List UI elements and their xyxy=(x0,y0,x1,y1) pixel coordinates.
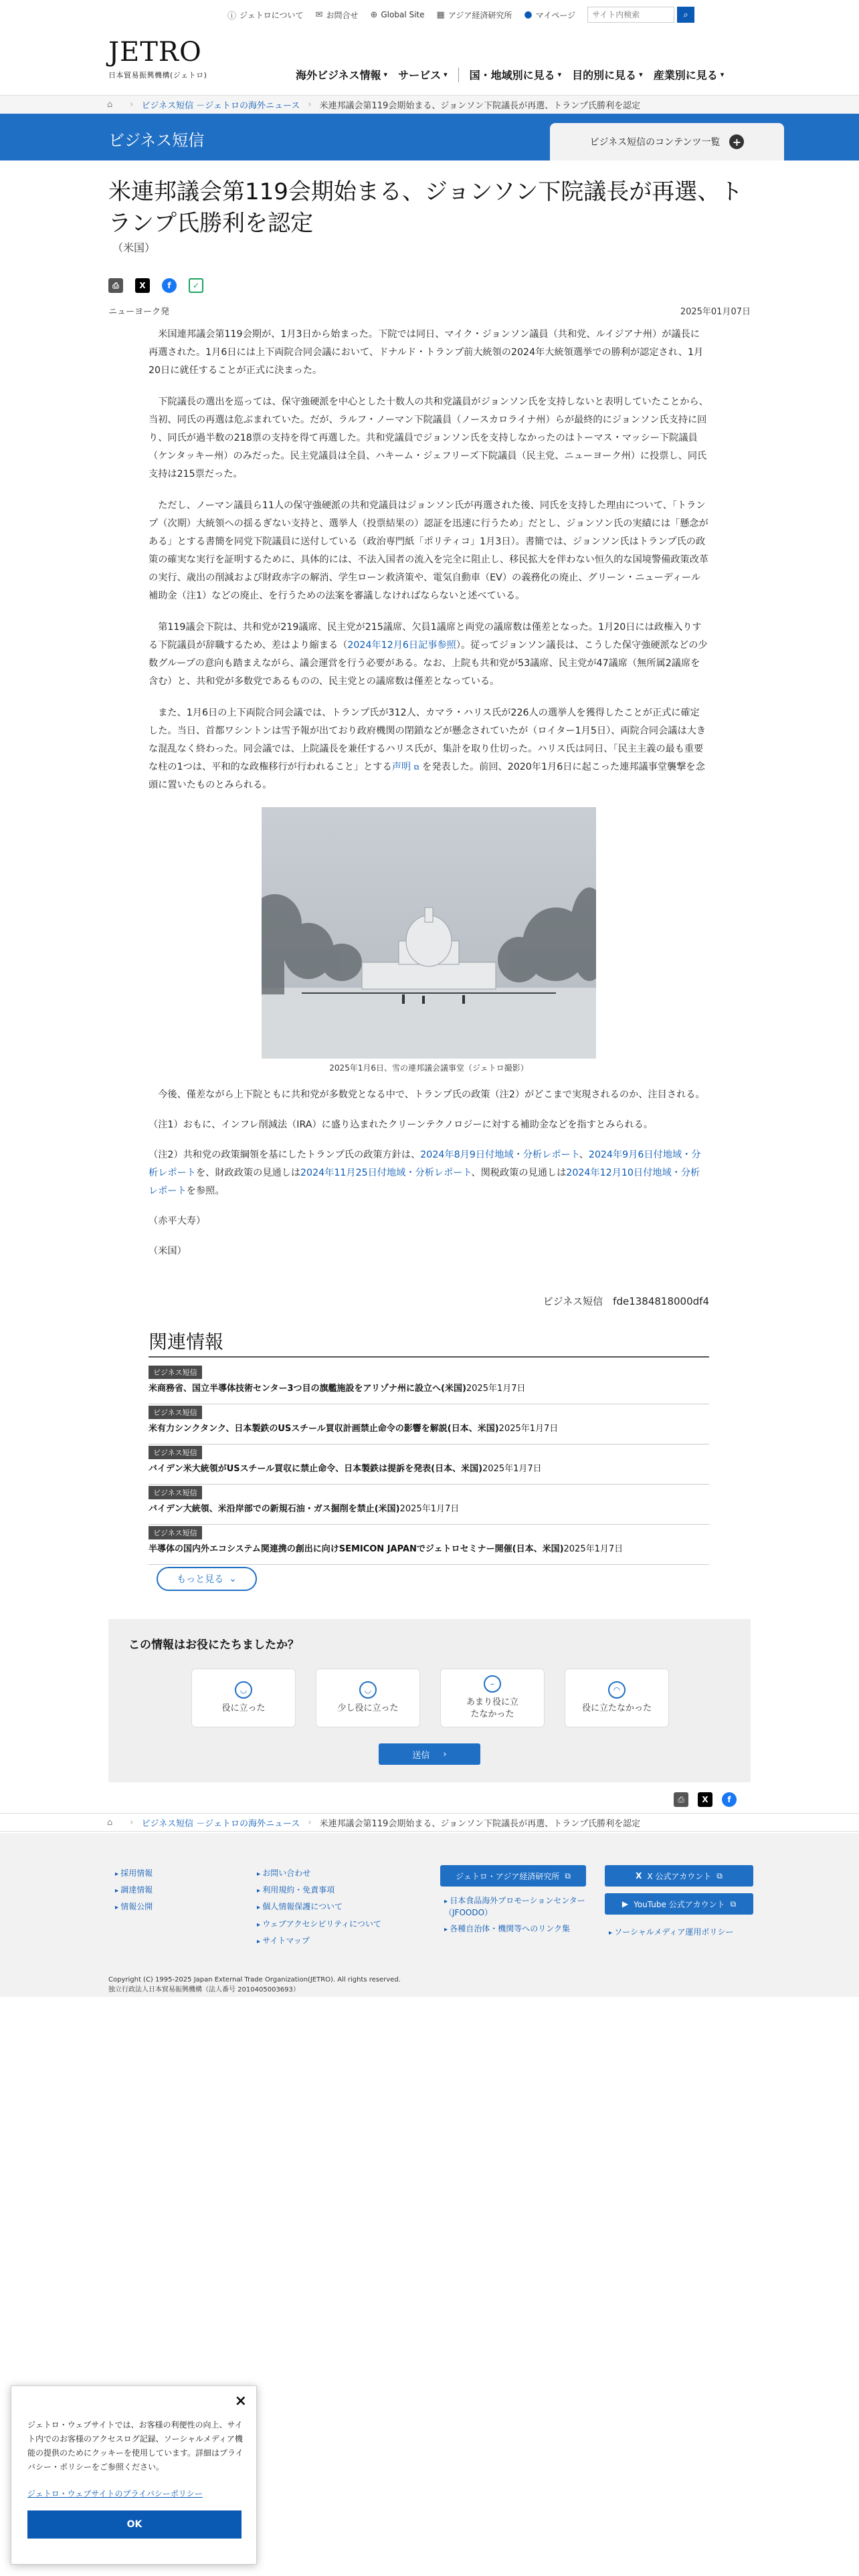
frown-icon: ◠ xyxy=(608,1681,626,1699)
more-button[interactable]: もっと見る ⌄ xyxy=(157,1567,257,1591)
related-title: 関連情報 xyxy=(149,1331,224,1353)
site-header xyxy=(0,29,859,95)
youtube-account-button[interactable]: ▶ YouTube 公式アカウント ⧉ xyxy=(605,1893,753,1915)
breadcrumb-current: 米連邦議会第119会期始まる、ジョンソン下院議長が再選、トランプ氏勝利を認定 xyxy=(319,1818,641,1829)
article-body xyxy=(149,326,709,808)
site-search xyxy=(587,7,694,23)
external-link-icon: ⧉ xyxy=(413,762,419,772)
survey-option-not-helpful[interactable]: ◠ 役に立たなかった xyxy=(565,1669,669,1727)
related-item[interactable] xyxy=(149,1485,709,1525)
share-bar-bottom xyxy=(674,1792,737,1807)
related-headline: 米商務省、国立半導体技術センター3つ目の旗艦施設をアリゾナ州に設立へ(米国) xyxy=(149,1384,466,1394)
footer-link-privacy[interactable]: ▸ 個人情報保護について xyxy=(257,1899,381,1915)
related-divider xyxy=(149,1356,709,1358)
footer-link-local-gov[interactable]: ▸ 各種自治体・機関等へのリンク集 xyxy=(444,1923,591,1935)
related-date: 2025年1月7日 xyxy=(498,1424,559,1434)
search-input[interactable] xyxy=(587,7,674,23)
footer-link-procurement[interactable]: ▸ 調達情報 xyxy=(115,1882,153,1899)
home-icon[interactable]: ⌂ xyxy=(107,100,113,110)
chevron-down-icon: ▾ xyxy=(557,70,562,79)
article-author: （赤平大寿） xyxy=(149,1215,206,1226)
facebook-share-icon[interactable]: f xyxy=(162,278,177,293)
footer-link-disclosure[interactable]: ▸ 情報公開 xyxy=(115,1899,153,1915)
breadcrumb-separator: › xyxy=(130,1817,134,1828)
chevron-right-icon: › xyxy=(443,1749,447,1759)
x-account-button[interactable]: X X 公式アカウント ⧉ xyxy=(605,1865,753,1887)
article-link-20241206[interactable]: 2024年12月6日記事参照 xyxy=(347,639,456,651)
related-list xyxy=(149,1364,709,1565)
survey-submit-button[interactable]: 送信 › xyxy=(379,1743,480,1765)
related-item[interactable] xyxy=(149,1525,709,1565)
breadcrumb-current: 米連邦議会第119会期始まる、ジョンソン下院議長が再選、トランプ氏勝利を認定 xyxy=(319,101,641,111)
footer-link-social-policy[interactable]: ▸ ソーシャルメディア運用ポリシー xyxy=(609,1924,733,1941)
report-link-20241210[interactable]: 2024年12月10日付地域・分析レポート xyxy=(149,1167,700,1196)
feedback-survey xyxy=(108,1619,751,1782)
footer-link-jfoodo[interactable]: ▸ 日本食品海外プロモーションセンター（JFOODO） xyxy=(444,1895,591,1919)
article-paragraph: また、1月6日の上下両院合同会議では、トランプ氏が312人、カマラ・ハリス氏が226人の選挙人を獲得したことが正式に確定した。当日、首都ワシントンは雪予報が出ており政府機関の閉鎖などが懸念されていたが（ロイター1月5日）、両院合同会議は大きな混乱なく終わった。同会議では、上院議長を兼任するハリス氏が、集計を取り仕切った。ハリス氏は同日、「民主主義の最も重要な柱の1つは、平和的な政権移行が行われること」とする声明 ⧉ を発表した。前回、2020年1月6日に起こった連邦議事堂襲撃を念頭に置いたものとみられる。 xyxy=(149,707,706,790)
cookie-message: ジェトロ・ウェブサイトでは、お客様の利便性の向上、サイト内でのお客様のアクセスログ記録、ソーシャルメディア機能の提供のためにクッキーを使用しています。詳細はプライバシー・ポリシーをご参照ください。 xyxy=(27,2420,244,2472)
article-paragraph: 第119議会下院は、共和党が219議席、民主党が215議席、欠員1議席と両党の議席数は僅差となった。1月20日には政権入りする下院議員が辞職するため、差はより縮まる（2024年12月6日記事参照）。従ってジョンソン議長は、こうした保守強硬派などの少数グループの意向も踏まえながら、議会運営を行う必要がある。なお、上院も共和党が53議席、民主党が47議席（無所属2議席を含む）と、共和党が多数党であるものの、民主党との議席数は僅差となっている。 xyxy=(149,621,708,687)
slight-smile-icon: ◡ xyxy=(359,1681,377,1699)
article-region-footer: （米国） xyxy=(149,1245,187,1257)
related-item[interactable] xyxy=(149,1364,709,1404)
report-link-20240809[interactable]: 2024年8月9日付地域・分析レポート xyxy=(420,1149,579,1160)
article-paragraph: 下院議長の選出を巡っては、保守強硬派を中心とした十数人の共和党議員がジョンソン氏を支持しないと表明していたことから、当初、同氏の再選は危ぶまれていた。だが、ラルフ・ノーマン下院議員（ノースカロライナ州）らが最終的にジョンソン氏支持に回り、同氏が過半数の218票の支持を得て再選した。共和党議員でジョンソン氏を支持しなかったのはトーマス・マッシー下院議員（ケンタッキー州）のみだった。民主党議員は全員、ハキーム・ジェフリーズ下院議員（民主党、ニューヨーク州）に投票し、同氏支持は215票だった。 xyxy=(149,396,708,479)
breadcrumb-separator: › xyxy=(130,100,134,110)
chevron-down-icon: ▾ xyxy=(383,70,388,79)
nav-services[interactable]: サービス ▾ xyxy=(398,69,448,82)
jetro-logo[interactable]: JETRO 日本貿易振興機構(ジェトロ) xyxy=(108,37,207,80)
footer-link-sitemap[interactable]: ▸ サイトマップ xyxy=(257,1933,381,1949)
search-icon: ⌕ xyxy=(683,9,688,20)
info-icon: ⓘ xyxy=(227,11,237,21)
close-icon[interactable]: × xyxy=(234,2393,247,2409)
article-paragraph: 米国連邦議会第119会期が、1月3日から始まった。下院では同日、マイク・ジョンソン議員（共和党、ルイジアナ州）が議長に再選された。1月6日には上下両院合同会議において、ドナルド・トランプ前大統領の2024年大統領選挙での勝利が認定され、1月20日に就任することが正式に決まった。 xyxy=(149,329,704,376)
section-title: ビジネス短信 xyxy=(108,131,205,150)
article-body-continued xyxy=(149,1086,709,1273)
related-item[interactable] xyxy=(149,1444,709,1485)
article-date: 2025年01月07日 xyxy=(680,307,751,317)
hatena-bookmark-icon[interactable]: ✓ xyxy=(189,278,203,293)
building-icon: ▦ xyxy=(436,9,445,20)
footer-link-accessibility[interactable]: ▸ ウェブアクセシビリティについて xyxy=(257,1916,381,1933)
footer-col-2 xyxy=(257,1865,381,1949)
globe-icon: ⊕ xyxy=(370,9,378,20)
footer-col-4 xyxy=(609,1924,733,1941)
ide-button[interactable]: ジェトロ・アジア経済研究所 ⧉ xyxy=(440,1865,586,1887)
home-icon[interactable]: ⌂ xyxy=(107,1817,113,1828)
facebook-share-icon[interactable]: f xyxy=(722,1792,737,1807)
related-date: 2025年1月7日 xyxy=(399,1504,460,1514)
article-region: （米国） xyxy=(112,241,156,254)
capitol-snow-image xyxy=(262,807,596,1059)
breadcrumb-link-biz-news[interactable]: ビジネス短信 －ジェトロの海外ニュース xyxy=(141,1818,300,1829)
related-headline: バイデン米大統領がUSスチール買収に禁止命令、日本製鉄は提訴を発表(日本、米国) xyxy=(149,1464,483,1474)
cookie-ok-button[interactable]: OK xyxy=(27,2510,242,2539)
related-headline: 米有力シンクタンク、日本製鉄のUSスチール買収計画禁止命令の影響を解説(日本、米国) xyxy=(149,1424,499,1434)
cookie-consent-dialog xyxy=(11,2385,257,2565)
util-link-about[interactable]: ⓘ ジェトロについて xyxy=(227,9,304,21)
external-link-icon: ⧉ xyxy=(717,1870,723,1881)
neutral-face-icon: – xyxy=(484,1675,501,1693)
article-location: ニューヨーク発 xyxy=(108,307,170,317)
external-link-icon: ⧉ xyxy=(565,1870,571,1881)
nav-divider xyxy=(458,68,459,82)
chevron-down-icon: ▾ xyxy=(444,70,448,79)
survey-option-not-very-helpful[interactable]: – あまり役に立たなかった xyxy=(440,1669,545,1727)
category-badge: ビジネス短信 xyxy=(149,1406,202,1419)
util-link-ide[interactable]: ▦ アジア経済研究所 xyxy=(436,9,512,20)
x-logo-icon: X xyxy=(636,1871,642,1881)
report-link-20241125[interactable]: 2024年11月25日付地域・分析レポート xyxy=(300,1167,472,1178)
related-date: 2025年1月7日 xyxy=(482,1464,542,1474)
section-banner xyxy=(0,114,859,160)
footnote-1: （注1）おもに、インフレ削減法（IRA）に盛り込まれたクリーンテクノロジーに対する補助金などを指すとみられる。 xyxy=(149,1119,654,1130)
related-date: 2025年1月7日 xyxy=(563,1544,624,1554)
util-link-mypage[interactable]: ● マイページ xyxy=(524,9,576,20)
chevron-down-icon: ▾ xyxy=(720,70,725,79)
contents-list-tab[interactable]: ビジネス短信のコンテンツ一覧 + xyxy=(550,123,784,160)
print-icon[interactable]: ⎙ xyxy=(108,278,123,293)
category-badge: ビジネス短信 xyxy=(149,1366,202,1379)
breadcrumb xyxy=(0,95,859,114)
category-badge: ビジネス短信 xyxy=(149,1526,202,1539)
footnote-2: （注2）共和党の政策綱領を基にしたトランプ氏の政策方針は、2024年8月9日付地域・分析レポート、2024年9月6日付地域・分析レポートを、財政政策の見通しは2024年11月25日付地域・分析レポート、関税政策の見通しは2024年12月10日付地域・分析レポートを参照。 xyxy=(149,1149,701,1196)
breadcrumb-separator: › xyxy=(308,100,312,110)
capitol-photo xyxy=(262,807,596,1059)
breadcrumb-link-biz-news[interactable]: ビジネス短信 －ジェトロの海外ニュース xyxy=(141,101,300,111)
breadcrumb-bottom xyxy=(0,1813,859,1832)
chevron-down-icon: ⌄ xyxy=(229,1574,237,1584)
youtube-logo-icon: ▶ xyxy=(622,1899,629,1909)
survey-option-helpful[interactable]: ◡ 役に立った xyxy=(191,1669,296,1727)
util-link-contact[interactable]: ✉ お問合せ xyxy=(315,9,359,20)
footer-link-terms[interactable]: ▸ 利用規約・免責事項 xyxy=(257,1882,381,1899)
survey-options xyxy=(191,1669,669,1727)
global-nav xyxy=(296,67,735,82)
footer-link-recruit[interactable]: ▸ 採用情報 xyxy=(115,1865,153,1882)
util-link-global[interactable]: ⊕ Global Site xyxy=(370,9,425,20)
share-bar xyxy=(108,278,203,293)
nav-overseas-business[interactable]: 海外ビジネス情報 ▾ xyxy=(296,69,388,82)
privacy-policy-link[interactable]: ジェトロ・ウェブサイトのプライバシーポリシー xyxy=(27,2489,203,2498)
nav-by-purpose[interactable]: 目的別に見る ▾ xyxy=(572,69,643,82)
footer-col-1 xyxy=(115,1865,153,1916)
related-item[interactable] xyxy=(149,1404,709,1444)
smile-icon: ◡ xyxy=(235,1681,252,1699)
article-meta xyxy=(108,304,751,317)
survey-option-somewhat-helpful[interactable]: ◡ 少し役に立った xyxy=(316,1669,420,1727)
article-paragraph: ただし、ノーマン議員ら11人の保守強硬派の共和党議員はジョンソン氏が再選された後、同氏を支持した理由について、「トランプ（次期）大統領への揺るぎない支持と、選挙人（投票結果の）認証を迅速に行うため」だとし、ジョンソン氏の実績には「懸念がある」とする書簡を同党下院議員に送付している（政治専門紙「ポリティコ」1月3日）。書簡では、ジョンソン氏はトランプ氏の政策の確実な実行を証明するために、具体的には、不法入国者の流入を完全に阻止し、移民拡大を伴わない恒久的な国境警備政策改革の実行、歳出の削減および財政赤字の解消、学生ローン救済策や、電気自動車（EV）の義務化の廃止、グリーン・ニューディール補助金（注1）などの廃止、を行うための法案を審議しなければならないと述べている。 xyxy=(149,500,709,601)
category-badge: ビジネス短信 xyxy=(149,1446,202,1459)
report-link-20240906[interactable]: 2024年9月6日付地域・分析レポート xyxy=(149,1149,701,1178)
search-button[interactable] xyxy=(677,7,694,23)
nav-by-industry[interactable]: 産業別に見る ▾ xyxy=(653,69,725,82)
mail-icon: ✉ xyxy=(315,9,323,20)
print-icon[interactable]: ⎙ xyxy=(674,1792,688,1807)
article-id: ビジネス短信 fde1384818000df4 xyxy=(543,1295,709,1307)
photo-caption: 2025年1月6日、雪の連邦議会議事堂（ジェトロ撮影） xyxy=(329,1063,529,1073)
category-badge: ビジネス短信 xyxy=(149,1486,202,1499)
site-footer xyxy=(0,1833,859,1997)
statement-link[interactable]: 声明 xyxy=(391,761,411,772)
nav-by-region[interactable]: 国・地域別に見る ▾ xyxy=(469,69,562,82)
x-share-icon[interactable]: X xyxy=(135,278,150,293)
survey-question: この情報はお役にたちましたか？ xyxy=(128,1638,299,1652)
footer-col-3 xyxy=(444,1895,591,1935)
chevron-down-icon: ▾ xyxy=(639,70,643,79)
plus-icon: + xyxy=(729,134,744,149)
related-headline: バイデン大統領、米沿岸部での新規石油・ガス掘削を禁止(米国) xyxy=(149,1504,400,1514)
related-date: 2025年1月7日 xyxy=(466,1384,526,1394)
related-headline: 半導体の国内外エコシステム関連携の創出に向けSEMICON JAPANでジェトロセミナー開催(日本、米国) xyxy=(149,1544,564,1554)
person-icon: ● xyxy=(524,9,533,20)
x-share-icon[interactable]: X xyxy=(698,1792,712,1807)
external-link-icon: ⧉ xyxy=(730,1899,737,1909)
article-title: 米連邦議会第119会期始まる、ジョンソン下院議長が再選、トランプ氏勝利を認定 xyxy=(108,179,743,237)
article-paragraph: 今後、僅差ながら上下院ともに共和党が多数党となる中で、トランプ氏の政策（注2）がどこまで実現されるのか、注目される。 xyxy=(158,1089,705,1100)
copyright: Copyright (C) 1995-2025 Japan External Trade Organization(JETRO). All rights reserved. 独立行政法人日本貿易振興機構（法人番号 2010405003693） xyxy=(108,1976,401,1994)
footer-link-contact[interactable]: ▸ お問い合わせ xyxy=(257,1865,381,1882)
breadcrumb-separator: › xyxy=(308,1817,312,1828)
utility-bar xyxy=(0,0,859,29)
